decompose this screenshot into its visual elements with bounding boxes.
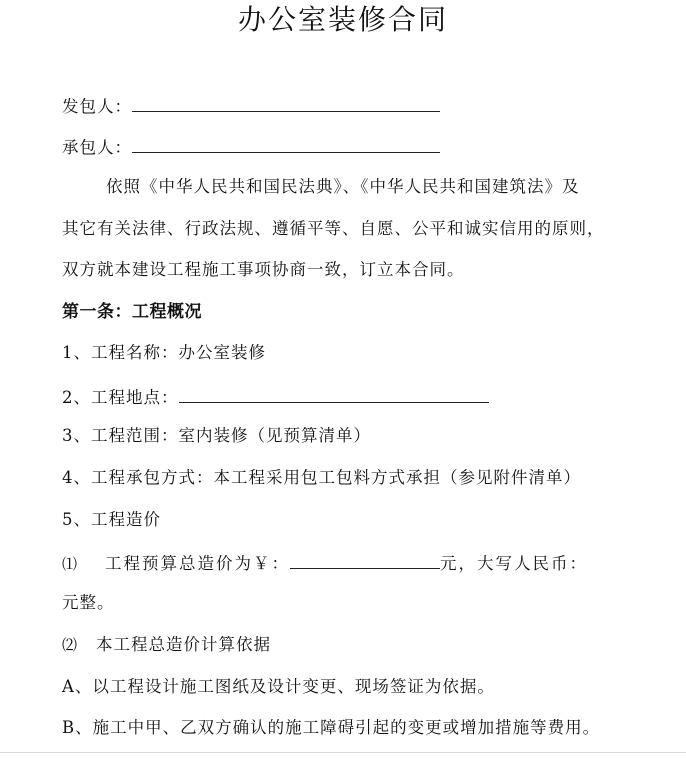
party-b-line bbox=[62, 134, 652, 159]
sub-item-1-marker: ⑴ bbox=[62, 555, 80, 573]
item-4-contract-mode: 4、工程承包方式：本工程采用包工包料方式承担（参见附件清单） bbox=[62, 468, 581, 487]
sub-item-1-budget bbox=[62, 550, 652, 575]
page-bottom-divider bbox=[0, 752, 686, 753]
party-b-label: 承包人： bbox=[62, 138, 132, 157]
item-b-change-costs: B、施工中甲、乙双方确认的施工障碍引起的变更或增加措施等费用。 bbox=[62, 718, 601, 737]
item-3-project-scope: 3、工程范围：室内装修（见预算清单） bbox=[62, 426, 371, 445]
party-a-label: 发包人： bbox=[62, 97, 132, 116]
item-1-project-name: 1、工程名称：办公室装修 bbox=[62, 343, 266, 362]
sub-item-1-continuation: 元整。 bbox=[62, 593, 115, 612]
party-b-blank[interactable] bbox=[132, 134, 440, 153]
project-location-blank[interactable] bbox=[179, 384, 489, 403]
article-1-heading: 第一条：工程概况 bbox=[62, 302, 202, 322]
sub-item-2-basis bbox=[62, 634, 652, 656]
preamble-line-1: 依照《中华人民共和国民法典》、《中华人民共和国建筑法》及 bbox=[106, 177, 580, 196]
sub-item-1-text-before: 工程预算总造价为￥： bbox=[105, 554, 291, 573]
preamble-line-3: 双方就本建设工程施工事项协商一致，订立本合同。 bbox=[62, 260, 465, 279]
sub-item-2-marker: ⑵ bbox=[62, 636, 79, 654]
item-5-project-cost: 5、工程造价 bbox=[62, 510, 161, 529]
sub-item-2-text: 本工程总造价计算依据 bbox=[96, 635, 272, 654]
party-a-line bbox=[62, 93, 652, 118]
item-a-design-basis: A、以工程设计施工图纸及设计变更、现场签证为依据。 bbox=[62, 677, 495, 696]
sub-item-1-text-after: 元，大写人民币： bbox=[440, 554, 589, 573]
document-title: 办公室装修合同 bbox=[237, 3, 448, 36]
item-2-project-location bbox=[62, 384, 652, 409]
preamble-line-2: 其它有关法律、行政法规、遵循平等、自愿、公平和诚实信用的原则， bbox=[62, 219, 605, 238]
party-a-blank[interactable] bbox=[132, 93, 440, 112]
item-2-label: 2、工程地点： bbox=[62, 388, 179, 407]
budget-amount-blank[interactable] bbox=[290, 550, 440, 569]
